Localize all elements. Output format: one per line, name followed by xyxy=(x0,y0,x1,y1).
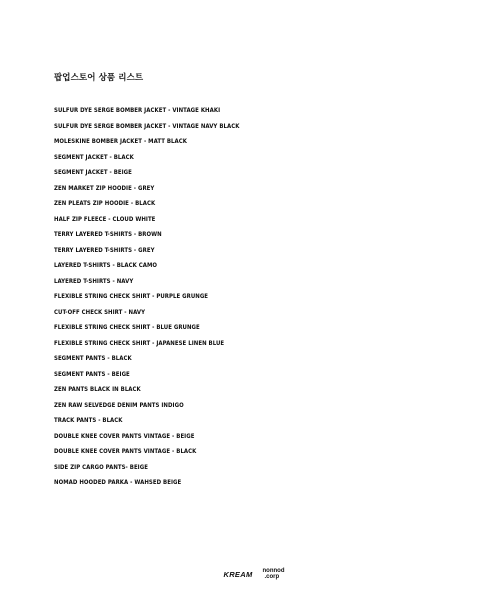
nonnod-logo-line2: .corp xyxy=(264,574,280,580)
product-list-item: HALF ZIP FLEECE - CLOUD WHITE xyxy=(54,215,156,223)
product-list-item: FLEXIBLE STRING CHECK SHIRT - BLUE GRUNGE xyxy=(54,324,200,331)
product-list-item: ZEN PLEATS ZIP HOODIE - BLACK xyxy=(54,200,156,207)
product-list-item: TERRY LAYERED T-SHIRTS - GREY xyxy=(54,246,155,254)
kream-logo: KREAM xyxy=(223,569,253,579)
footer xyxy=(0,568,480,580)
product-list-item: SULFUR DYE SERGE BOMBER JACKET - VINTAGE NAVY BLACK xyxy=(54,122,240,130)
product-list-item: FLEXIBLE STRING CHECK SHIRT - JAPANESE LINEN BLUE xyxy=(54,339,225,347)
product-list-item: TERRY LAYERED T-SHIRTS - BROWN xyxy=(54,231,162,238)
product-list-item: LAYERED T-SHIRTS - BLACK CAMO xyxy=(54,262,158,269)
product-list-item: LAYERED T-SHIRTS - NAVY xyxy=(54,277,134,285)
product-list-item: ZEN MARKET ZIP HOODIE - GREY xyxy=(54,184,155,192)
nonnod-logo-line1: nonnod xyxy=(262,568,285,574)
product-list-item: DOUBLE KNEE COVER PANTS VINTAGE - BEIGE xyxy=(54,432,195,440)
product-list-item: SULFUR DYE SERGE BOMBER JACKET - VINTAGE KHAKI xyxy=(54,107,221,114)
product-list-item: ZEN PANTS BLACK IN BLACK xyxy=(54,386,141,393)
nonnod-corp-logo xyxy=(263,568,285,580)
page-title: 팝업스토어 상품 리스트 xyxy=(54,73,144,83)
product-list-item: TRACK PANTS - BLACK xyxy=(54,417,123,424)
product-list-item: SEGMENT JACKET - BLACK xyxy=(54,153,134,161)
product-list-item: CUT-OFF CHECK SHIRT - NAVY xyxy=(54,308,146,316)
product-list-item: SEGMENT PANTS - BLACK xyxy=(54,355,132,362)
product-list-item: ZEN RAW SELVEDGE DENIM PANTS INDIGO xyxy=(54,401,184,409)
product-list-item: SIDE ZIP CARGO PANTS- BEIGE xyxy=(54,463,148,471)
product-list-item: DOUBLE KNEE COVER PANTS VINTAGE - BLACK xyxy=(54,448,197,455)
product-list-item: SEGMENT JACKET - BEIGE xyxy=(54,169,132,176)
product-list-item: FLEXIBLE STRING CHECK SHIRT - PURPLE GRUNGE xyxy=(54,293,209,300)
product-list xyxy=(54,106,239,494)
product-list-item: MOLESKINE BOMBER JACKET - MATT BLACK xyxy=(54,138,187,145)
product-list-item: NOMAD HOODED PARKA - WAHSED BEIGE xyxy=(54,479,182,486)
product-list-item: SEGMENT PANTS - BEIGE xyxy=(54,370,130,378)
